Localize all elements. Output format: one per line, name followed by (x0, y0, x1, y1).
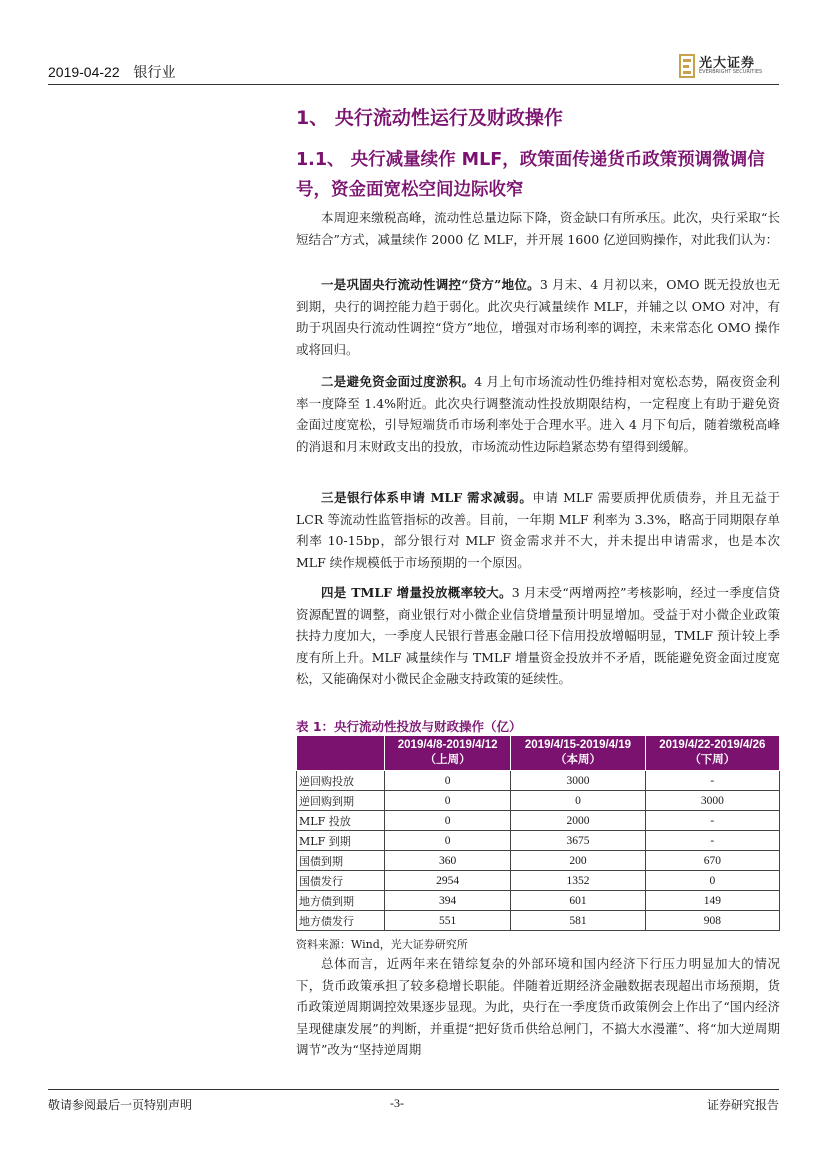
table-cell: 908 (645, 911, 779, 931)
table-row (297, 911, 780, 931)
table-row (297, 791, 780, 811)
point-four-lead: 四是 TMLF 增量投放概率较大。 (321, 585, 512, 600)
footer-disclaimer: 敬请参阅最后一页特别声明 (48, 1098, 193, 1112)
point-one-lead: 一是巩固央行流动性调控“贷方”地位。 (321, 277, 540, 292)
header-meta (48, 62, 186, 82)
table-row (297, 771, 780, 791)
point-one-paragraph (296, 274, 780, 360)
report-date: 2019-04-22 (48, 64, 120, 80)
table-header-next-week: 2019/4/22-2019/4/26 （下周） (645, 736, 779, 771)
footer-report-type: 证券研究报告 (706, 1098, 779, 1112)
logo-text-en: EVERBRIGHT SECURITIES (699, 69, 763, 75)
section-heading: 1、 央行流动性运行及财政操作 (296, 107, 563, 129)
subsection-heading: 1.1、 央行减量续作 MLF，政策面传递货币政策预调微调信号，资金面宽松空间边际收窄 (296, 150, 765, 200)
row-label: 地方债到期 (297, 891, 385, 911)
point-three-text: 申请 MLF 需要质押优质债券，并且无益于 LCR 等流动性监管指标的改善。目前，一年期 MLF 利率为 3.3%，略高于同期限存单利率 10-15bp，部分银行对 MLF 资金需求并不大，并未提出申请需求，也是本次 MLF 续作规模低于市场预期的一个原因。 (296, 490, 780, 570)
table-cell: 0 (385, 811, 511, 831)
table-cell: 394 (385, 891, 511, 911)
table-cell: - (645, 811, 779, 831)
table-cell: 3000 (511, 771, 645, 791)
table-header-this-week: 2019/4/15-2019/4/19 （本周） (511, 736, 645, 771)
table-header-row (297, 736, 780, 771)
table-cell: 0 (645, 871, 779, 891)
intro-paragraph: 本周迎来缴税高峰，流动性总量边际下降，资金缺口有所承压。此次，央行采取“长短结合”方式，减量续作 2000 亿 MLF，并开展 1600 亿逆回购操作，对此我们认为： (296, 210, 780, 247)
industry-label: 银行业 (133, 64, 176, 80)
table-cell: - (645, 831, 779, 851)
everbright-logo-icon (679, 54, 695, 78)
point-four-paragraph (296, 582, 780, 690)
row-label: 地方债发行 (297, 911, 385, 931)
row-label: 逆回购投放 (297, 771, 385, 791)
table-cell: 0 (385, 831, 511, 851)
table-cell: 200 (511, 851, 645, 871)
liquidity-table (296, 735, 780, 931)
point-three-lead: 三是银行体系申请 MLF 需求减弱。 (321, 490, 533, 505)
table-cell: 670 (645, 851, 779, 871)
table-cell: 3675 (511, 831, 645, 851)
table-cell: 2000 (511, 811, 645, 831)
point-four-text: 3 月末受“两增两控”考核影响，经过一季度信贷资源配置的调整，商业银行对小微企业信贷增量预计明显增加。受益于对小微企业政策扶持力度加大，一季度人民银行普惠金融口径下信用投放增幅明显，TMLF 预计较上季度有所上升。MLF 减量续作与 TMLF 增量资金投放并不矛盾，既能避免资金面过度宽松，又能确保对小微民企金融支持政策的延续性。 (296, 585, 780, 687)
point-two-text: 4 月上旬市场流动性仍维持相对宽松态势，隔夜资金利率一度降至 1.4%附近。此次央行调整流动性投放期限结构，一定程度上有助于避免资金面过度宽松，引导短端货币市场利率处于合理水平。进入 4 月下旬后，随着缴税高峰的消退和月末财政支出的投放，市场流动性边际趋紧态势有望得到缓解。 (296, 374, 780, 454)
table-source: 资料来源：Wind，光大证券研究所 (296, 938, 468, 951)
table-cell: 0 (385, 791, 511, 811)
table-header-corner (297, 736, 385, 771)
row-label: MLF 投放 (297, 811, 385, 831)
table-header-last-week: 2019/4/8-2019/4/12 （上周） (385, 736, 511, 771)
table-row (297, 871, 780, 891)
table-cell: 3000 (645, 791, 779, 811)
footer-divider (48, 1089, 779, 1090)
table-cell: 0 (385, 771, 511, 791)
page-number: -3- (390, 1096, 404, 1110)
row-label: MLF 到期 (297, 831, 385, 851)
table-cell: 581 (511, 911, 645, 931)
point-one-text: 3 月末、4 月初以来，OMO 既无投放也无到期，央行的调控能力趋于弱化。此次央行减量续作 MLF，并辅之以 OMO 对冲，有助于巩固央行流动性调控“贷方”地位，增强对市场利率的调控，未来常态化 OMO 操作或将回归。 (296, 277, 780, 357)
logo-text-cn: 光大证券 (699, 56, 756, 71)
row-label: 国债发行 (297, 871, 385, 891)
table-cell: 360 (385, 851, 511, 871)
table-cell: 149 (645, 891, 779, 911)
table-cell: 0 (511, 791, 645, 811)
point-two-lead: 二是避免资金面过度淤积。 (321, 374, 475, 389)
table-cell: 601 (511, 891, 645, 911)
company-logo (679, 52, 779, 82)
header-divider (48, 84, 779, 85)
table-cell: 1352 (511, 871, 645, 891)
page-header (48, 58, 779, 84)
table-cell: 2954 (385, 871, 511, 891)
table-row (297, 891, 780, 911)
row-label: 逆回购到期 (297, 791, 385, 811)
table-row (297, 831, 780, 851)
table-row (297, 811, 780, 831)
table-title: 表 1：央行流动性投放与财政操作（亿） (296, 719, 522, 734)
table-cell: 551 (385, 911, 511, 931)
point-three-paragraph (296, 487, 780, 573)
table-cell: - (645, 771, 779, 791)
row-label: 国债到期 (297, 851, 385, 871)
table-row (297, 851, 780, 871)
point-two-paragraph (296, 371, 780, 457)
summary-paragraph: 总体而言，近两年来在错综复杂的外部环境和国内经济下行压力明显加大的情况下，货币政策承担了较多稳增长职能。伴随着近期经济金融数据表现超出市场预期，货币政策逆周期调控效果逐步显现。为此，央行在一季度货币政策例会上作出了“国内经济呈现健康发展”的判断，并重提“把好货币供给总闸门，不搞大水漫灌”、将“加大逆周期调节”改为“坚持逆周期 (296, 956, 780, 1058)
